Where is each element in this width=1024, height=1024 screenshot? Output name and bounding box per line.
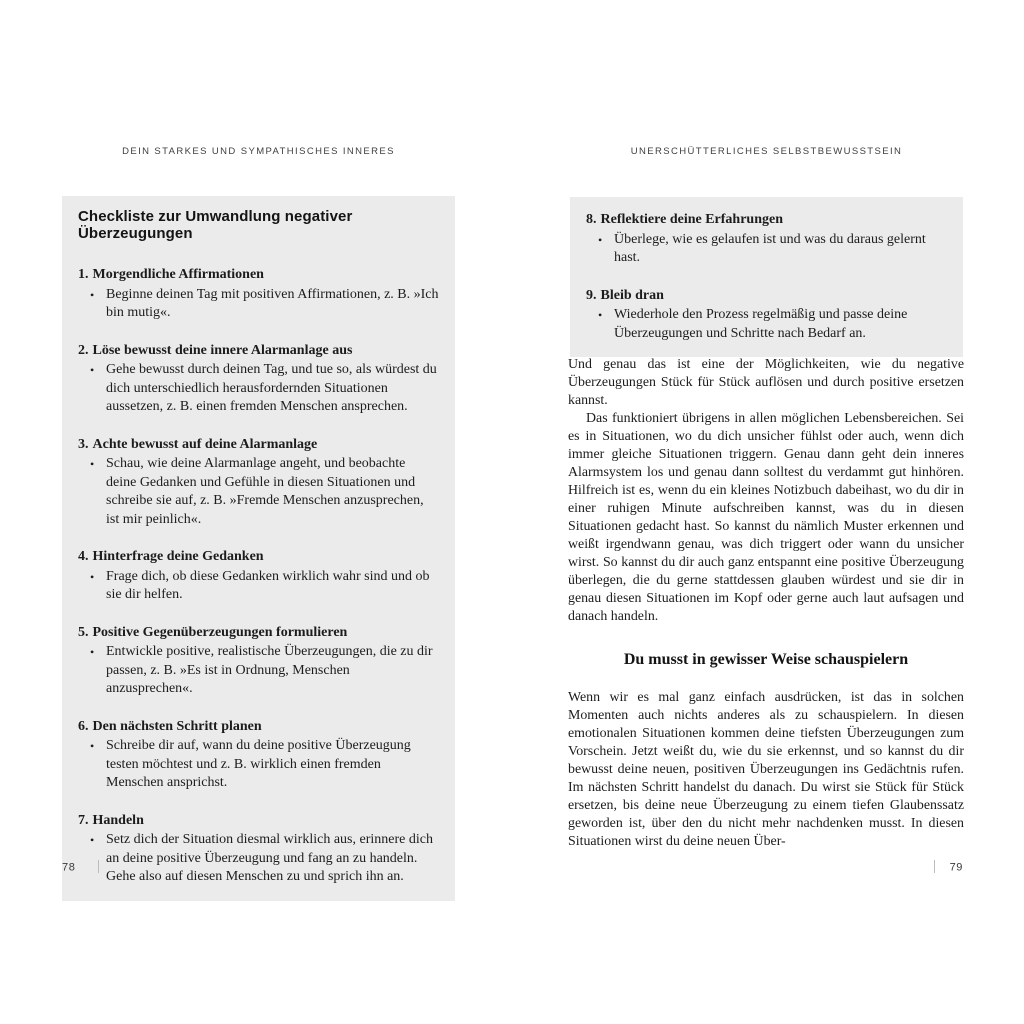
checklist-item-title [78,718,439,737]
checklist-item-5 [78,624,439,699]
bullet-text: Wiederhole den Prozess regelmäßig und passe deine Überzeugungen und Schritte nach Bedarf an. [614,307,908,341]
item-number: 9. [586,287,597,303]
item-number: 8. [586,212,597,227]
bullet-icon: • [90,457,95,471]
checklist-item-title [78,548,439,567]
item-title-text: Achte bewusst auf deine Alarmanlage [92,436,318,452]
checklist-item-title [586,211,947,230]
checklist-title: Checkliste zur Umwandlung negativer Überzeugungen [78,208,353,242]
checklist-item-9 [586,287,947,344]
footer-rule [98,860,99,873]
running-head-right: UNERSCHÜTTERLICHES SELBSTBEWUSSTSEIN [630,146,903,157]
item-number: 4. [78,549,89,564]
bullet-text: Überlege, wie es gelaufen ist und was du daraus gelernt hast. [614,231,926,265]
bullet-icon: • [90,569,95,584]
checklist-item-title [586,287,947,306]
checklist-bullet-row [598,231,947,268]
running-head-left: DEIN STARKES UND SYMPATHISCHES INNERES [122,146,395,157]
bullet-icon: • [598,232,603,247]
checklist-box-left [62,196,455,901]
item-number: 5. [78,624,89,640]
checklist-bullet-row [90,643,439,699]
bullet-icon: • [90,363,95,377]
bullet-icon: • [90,287,95,302]
checklist-item-7 [78,812,439,887]
bullet-text: Schreibe dir auf, wann du deine positive Überzeugung testen möchtest und z. B. wirklich einen fremden Menschen ansprichst. [106,738,411,790]
checklist-item-2 [78,342,439,417]
checklist-bullet-row [90,361,439,417]
checklist-bullet-row [90,455,439,529]
checklist-item-3 [78,436,439,530]
item-title-text: Löse bewusst deine innere Alarmanlage aus [92,342,353,358]
checklist-box-right [570,197,963,357]
bullet-text: Schau, wie deine Alarmanlage angeht, und beobachte deine Gedanken und Gefühle in diesen Situationen und schreibe sie auf, z. B. »Fremde Menschen anzusprechen, ist mir peinlich«. [106,456,424,527]
item-number: 7. [78,812,89,828]
footer-rule [934,860,935,873]
page-footer-left [62,861,457,874]
checklist-bullet-row [598,306,947,343]
item-title-text: Hinterfrage deine Gedanken [92,549,264,564]
item-title-text: Morgendliche Affirmationen [92,267,264,282]
checklist-item-title [78,266,439,285]
item-title-text: Reflektiere deine Erfahrungen [600,212,783,227]
page-footer-right [568,861,963,874]
checklist-bullet-row [90,831,439,887]
item-title-text: Den nächsten Schritt planen [92,718,262,734]
checklist-item-title [78,342,439,361]
bullet-text: Setz dich der Situation diesmal wirklich aus, erinnere dich an deine positive Überzeugung und fang an zu handeln. Gehe also auf diesen Menschen zu und sprich ihn an. [106,832,433,884]
bullet-text: Entwickle positive, realistische Überzeugungen, die zu dir passen, z. B. »Es ist in Ordnung, Menschen anzusprechen«. [106,644,433,696]
checklist-item-1 [78,266,439,323]
page-number-right: 79 [949,861,963,874]
item-title-text: Bleib dran [600,287,664,303]
checklist-bullet-row [90,737,439,793]
checklist-item-6 [78,718,439,793]
body-text-block-1 [568,356,964,626]
bullet-text: Beginne deinen Tag mit positiven Affirmationen, z. B. »Ich bin mutig«. [106,286,439,320]
item-number: 2. [78,342,89,358]
item-title-text: Positive Gegenüberzeugungen formulieren [92,624,348,640]
paragraph: Das funktioniert übrigens in allen möglichen Lebensbereichen. Sei es in Situationen, wo du dich unsicher fühlst oder auch, wenn dich immer gleiche Situationen triggern. Genau dann geht dein inneres Alarmsystem los und genau dann solltest du verdammt gut hinhören. Hilfreich ist es, wenn du ein kleines Notizbuch dabeihast, wo du dir in einer ruhigen Minute aufschreiben kannst, was du in diesen Situationen gedacht hast. So kannst du nämlich Muster erkennen und weißt irgendwann genau, was dich triggert oder wann du unsicher wirst. So kannst du dir auch ganz entspannt eine positive Überzeugung überlegen, die du gerne stattdessen glauben würdest und sie dir in genau diesen Situationen im Kopf oder gerne auch laut aufsagen und danach handeln. [568,411,964,624]
checklist-item-4 [78,548,439,605]
page-number-left: 78 [62,861,76,874]
checklist-bullet-row [90,286,439,323]
item-number: 1. [78,267,89,282]
checklist-item-title [78,812,439,831]
checklist-item-8 [586,211,947,268]
bullet-icon: • [90,739,95,753]
body-text-block-2 [568,689,964,851]
item-number: 6. [78,718,89,734]
bullet-icon: • [90,645,95,659]
checklist-bullet-row [90,568,439,605]
section-heading: Du musst in gewisser Weise schauspielern [623,651,909,668]
checklist-item-title [78,624,439,643]
checklist-item-title [78,436,439,455]
item-title-text: Handeln [92,812,144,828]
bullet-text: Frage dich, ob diese Gedanken wirklich wahr sind und ob sie dir helfen. [106,568,430,602]
paragraph: Und genau das ist eine der Möglichkeiten, wie du negative Überzeugungen Stück für Stück auflösen und durch positive ersetzen kannst. [568,357,964,408]
paragraph: Wenn wir es mal ganz einfach ausdrücken, ist das in solchen Momenten auch nichts anderes als zu schauspielern. In diesen emotionalen Situationen kommen deine tiefsten Überzeugungen zum Vorschein. Jetzt weißt du, wie du sie erkennst, und so kannst du dir bewusst deine neuen, positiven Überzeugungen ins Gedächtnis rufen. Im nächsten Schritt handelst du danach. Du wirst sie Stück für Stück ersetzen, bis deine neue Überzeugung zu einem tiefen Glaubenssatz geworden ist, über den du nicht mehr nachdenken musst. In diesen Situationen wirst du deine neuen Über- [568,690,964,849]
bullet-text: Gehe bewusst durch deinen Tag, und tue so, als würdest du dich unterschiedlich herausfordernden Situationen aussetzen, z. B. einen fremden Menschen ansprechen. [106,362,437,414]
bullet-icon: • [598,308,603,322]
item-number: 3. [78,436,89,452]
bullet-icon: • [90,833,95,847]
